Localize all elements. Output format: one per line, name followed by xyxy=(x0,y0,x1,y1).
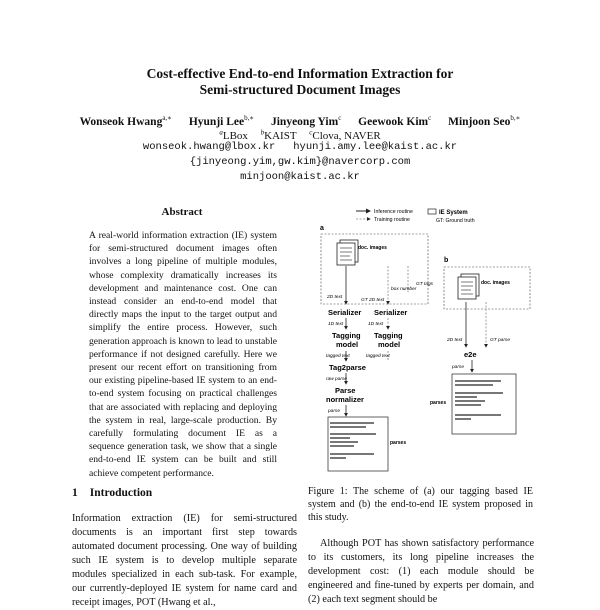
panel-b-parses: parses xyxy=(430,400,447,406)
box-number-label: box number xyxy=(391,287,417,292)
e2e-model-box: e2e xyxy=(464,350,477,359)
figure-legend xyxy=(356,209,475,224)
author: Minjoon Seo$^{b,∗}$ xyxy=(448,114,521,128)
tagging-model-box: Tagging xyxy=(332,331,361,340)
tagging-model-box-train: Tagging xyxy=(374,331,403,340)
abstract-text: A real-world information extraction (IE) system for semi-structured document images often involves a long pipeline of multiple modules, whose complexity dramatically increases its development and maintenance cost. One can instead consider an end-to-end model that directly maps the input to the target output and simplify the entire process. However, such generation approach is known to lead to unstable performance if not designed carefully. Here we present our recent effort on transitioning from our existing pipeline-based IE system to an end-to-end system focusing on practical challenges that are associated with replacing and deploying the system in real, large-scale production. By carefully formulating document IE as a sequence generation task, we show that a single end-to-end IE system can be built and still achieve competent performance. xyxy=(89,230,277,479)
parse-normalizer-box-line2: normalizer xyxy=(326,395,364,404)
panel-b-label: b xyxy=(444,257,449,264)
panel-b-parse-label: parse xyxy=(452,365,464,370)
tagging-model-box-train-line2: model xyxy=(378,340,401,349)
author: Jinyeong Yim$^c$ xyxy=(270,114,342,128)
text-1d-label: 1D text xyxy=(328,322,344,327)
paper-title-line1: Cost-effective End-to-end Information Extraction for xyxy=(146,66,454,81)
email: wonseok.hwang@lbox.kr xyxy=(142,141,276,153)
section-heading: 1 Introduction xyxy=(72,487,153,499)
author: Hyunji Lee$^{b,∗}$ xyxy=(188,114,255,128)
text-1d-label-train: 1D text xyxy=(368,322,384,327)
parse-output-b xyxy=(452,374,516,434)
figure-panel-a xyxy=(320,225,434,471)
right-paragraph: Although POT has shown satisfactory performance to its customers, its long pipeline increases the development cost: (1) each module should be engineered and fine-tuned by experts per domain, and (2) each text segment should be xyxy=(308,538,534,605)
legend-training: Training routine xyxy=(374,217,410,223)
email-line: {jinyeong.yim,gw.kim}@navercorp.com xyxy=(189,156,411,168)
legend-gt: GT: Ground truth xyxy=(436,218,475,224)
parse-label: parse xyxy=(328,409,340,414)
panel-a-doc-images: doc. images xyxy=(358,245,387,251)
affiliation: $^c$Clova, NAVER xyxy=(309,128,381,142)
tag2parse-box: Tag2parse xyxy=(329,363,366,372)
panel-a-parses: parses xyxy=(390,440,407,446)
panel-b-text-2d: 2D text xyxy=(447,338,463,343)
email-line xyxy=(0,140,600,155)
raw-parse-label: raw parse xyxy=(326,377,348,382)
affiliation: $^b$KAIST xyxy=(260,128,297,142)
legend-ie-system: IE System xyxy=(439,210,468,216)
serializer-box-train: Serializer xyxy=(374,308,408,317)
affiliation: $^a$LBox xyxy=(219,128,248,142)
gt-tags-label: GT tags xyxy=(416,282,434,287)
gt-2d-text-label: GT 2D text xyxy=(361,298,385,303)
doc-image-icon xyxy=(458,274,479,299)
parse-normalizer-box: Parse xyxy=(335,386,356,395)
text-2d-label: 2D text xyxy=(327,295,343,300)
tagged-text-label-train: tagged text xyxy=(366,354,390,359)
figure-caption: Figure 1: The scheme of (a) our tagging based IE system and (b) the end-to-end IE system proposed in this study. xyxy=(308,486,533,523)
legend-inference: Inference routine xyxy=(374,209,413,215)
author: Wonseok Hwang$^{a,∗}$ xyxy=(79,114,172,128)
email-line: minjoon@kaist.ac.kr xyxy=(240,171,360,183)
author: Geewook Kim$^c$ xyxy=(358,114,432,128)
figure-1 xyxy=(308,204,536,476)
parse-output-a xyxy=(328,417,388,471)
email: hyunji.amy.lee@kaist.ac.kr xyxy=(293,141,458,153)
panel-b-doc-images: doc. images xyxy=(481,280,510,286)
serializer-box: Serializer xyxy=(328,308,362,317)
intro-paragraph: Information extraction (IE) for semi-structured documents is an important first step towards automated document processing. One way of building such IE system is to develop multiple separate modules specialized in each sub-task. For example, our currently-deployed IE system for name card and receipt images, POT (Hwang et al., xyxy=(72,513,297,608)
figure-panel-b xyxy=(430,257,530,434)
tagged-text-label: tagged text xyxy=(326,354,350,359)
panel-a-label: a xyxy=(320,225,324,232)
paper-title-line2: Semi-structured Document Images xyxy=(199,82,401,97)
doc-image-icon xyxy=(337,240,358,265)
abstract-heading: Abstract xyxy=(161,206,203,218)
tagging-model-box-line2: model xyxy=(336,340,359,349)
panel-b-gt-parse: GT parse xyxy=(490,338,510,343)
